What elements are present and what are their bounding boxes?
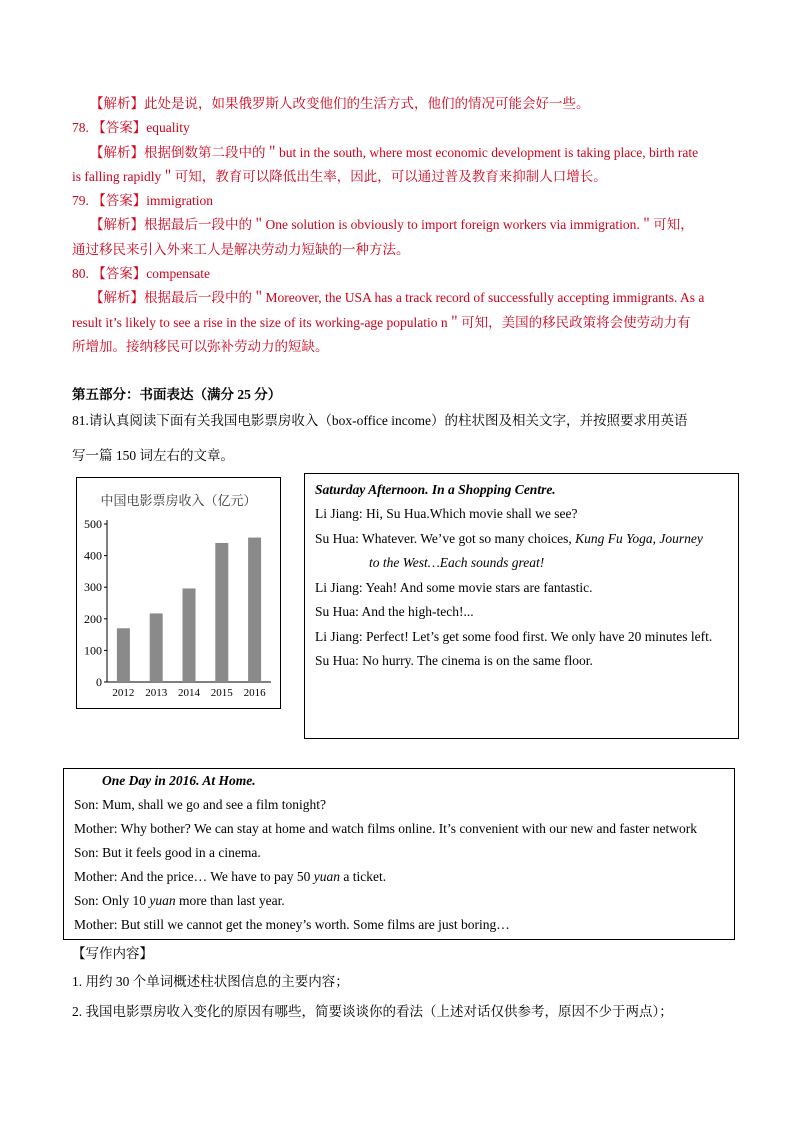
y-tick-label: 300 [84,580,102,595]
dialog1-box [304,473,739,739]
analysis-79-line1: 【解析】根据最后一段中的＂One solution is obviously to import foreign workers via immigration.＂可知， [90,217,694,232]
q81-line2: 写一篇 150 词左右的文章。 [72,448,234,463]
y-tick-label: 400 [84,548,102,563]
dialog1-line-6: Li Jiang: Perfect! Let’s get some food first. We only have 20 minutes left. [315,629,713,644]
dialog2-line-2: Mother: Why bother? We can stay at home and watch films online. It’s convenient with our new and faster network [74,821,697,836]
q81-line1: 81.请认真阅读下面有关我国电影票房收入（box-office income）的柱状图及相关文字，并按照要求用英语 [72,413,688,428]
dialog1-line-7: Su Hua: No hurry. The cinema is on the same floor. [315,653,593,668]
analysis-80-line3: 所增加。接纳移民可以弥补劳动力的短缺。 [72,339,329,354]
bar-2016 [248,538,261,682]
writing-item-2: 2. 我国电影票房收入变化的原因有哪些，简要谈谈你的看法（上述对话仅供参考，原因不少于两点）； [72,1004,673,1019]
dialog1-line-3: to the West…Each sounds great! [369,555,545,570]
bar-chart [77,478,280,708]
y-tick-label: 200 [84,611,102,626]
dialog2-heading: One Day in 2016. At Home. [102,773,256,788]
dialog1-line-2: Su Hua: Whatever. We’ve got so many choices, Kung Fu Yoga, Journey [315,531,703,546]
dialog2-line-1: Son: Mum, shall we go and see a film tonight? [74,797,326,812]
chart-box [76,477,281,709]
analysis-80-line2: result it’s likely to see a rise in the size of its working-age populatio n＂可知，美国的移民政策将会使劳动力有 [72,315,691,330]
answer-79: 79. 【答案】immigration [72,193,213,208]
analysis-79-line2: 通过移民来引入外来工人是解决劳动力短缺的一种方法。 [72,242,410,257]
dialog1-heading: Saturday Afternoon. In a Shopping Centre. [315,482,556,497]
chart-title: 中国电影票房收入（亿元） [100,493,257,508]
x-tick-label: 2012 [112,687,135,699]
bar-2014 [183,588,196,682]
y-tick-label: 0 [96,675,102,689]
dialog2-line-5: Son: Only 10 yuan more than last year. [74,893,285,908]
x-tick-label: 2016 [243,687,266,699]
dialog1-line-4: Li Jiang: Yeah! And some movie stars are fantastic. [315,580,593,595]
answer-78: 78. 【答案】equality [72,120,190,135]
bar-2013 [150,613,163,682]
dialog2-line-6: Mother: But still we cannot get the money’s worth. Some films are just boring… [74,917,510,932]
writing-item-1: 1. 用约 30 个单词概述柱状图信息的主要内容； [72,974,349,989]
bar-2015 [215,543,228,682]
dialog1-line-1: Li Jiang: Hi, Su Hua.Which movie shall we see? [315,506,578,521]
analysis-78-line1: 【解析】根据倒数第二段中的＂but in the south, where most economic development is taking place, birth rate [90,145,699,160]
dialog2-line-3: Son: But it feels good in a cinema. [74,845,261,860]
writing-heading: 【写作内容】 [72,946,153,961]
analysis-80-line1: 【解析】根据最后一段中的＂Moreover, the USA has a track record of successfully accepting immigrants. As a [90,290,705,305]
dialog2-box [63,768,735,940]
bar-2012 [117,628,130,682]
x-tick-label: 2013 [145,687,168,699]
dialog2-line-4: Mother: And the price… We have to pay 50 yuan a ticket. [74,869,387,884]
x-tick-label: 2014 [178,687,200,699]
section5-heading: 第五部分：书面表达（满分 25 分） [72,387,282,402]
y-tick-label: 100 [84,643,102,658]
y-tick-label: 500 [84,517,102,531]
x-tick-label: 2015 [210,687,233,699]
analysis-77: 【解析】此处是说，如果俄罗斯人改变他们的生活方式，他们的情况可能会好一些。 [90,96,590,111]
analysis-78-line2: is falling rapidly＂可知，教育可以降低出生率，因此，可以通过普及教育来抑制人口增长。 [72,169,607,184]
dialog1-line-5: Su Hua: And the high-tech!... [315,604,474,619]
answer-80: 80. 【答案】compensate [72,266,210,281]
